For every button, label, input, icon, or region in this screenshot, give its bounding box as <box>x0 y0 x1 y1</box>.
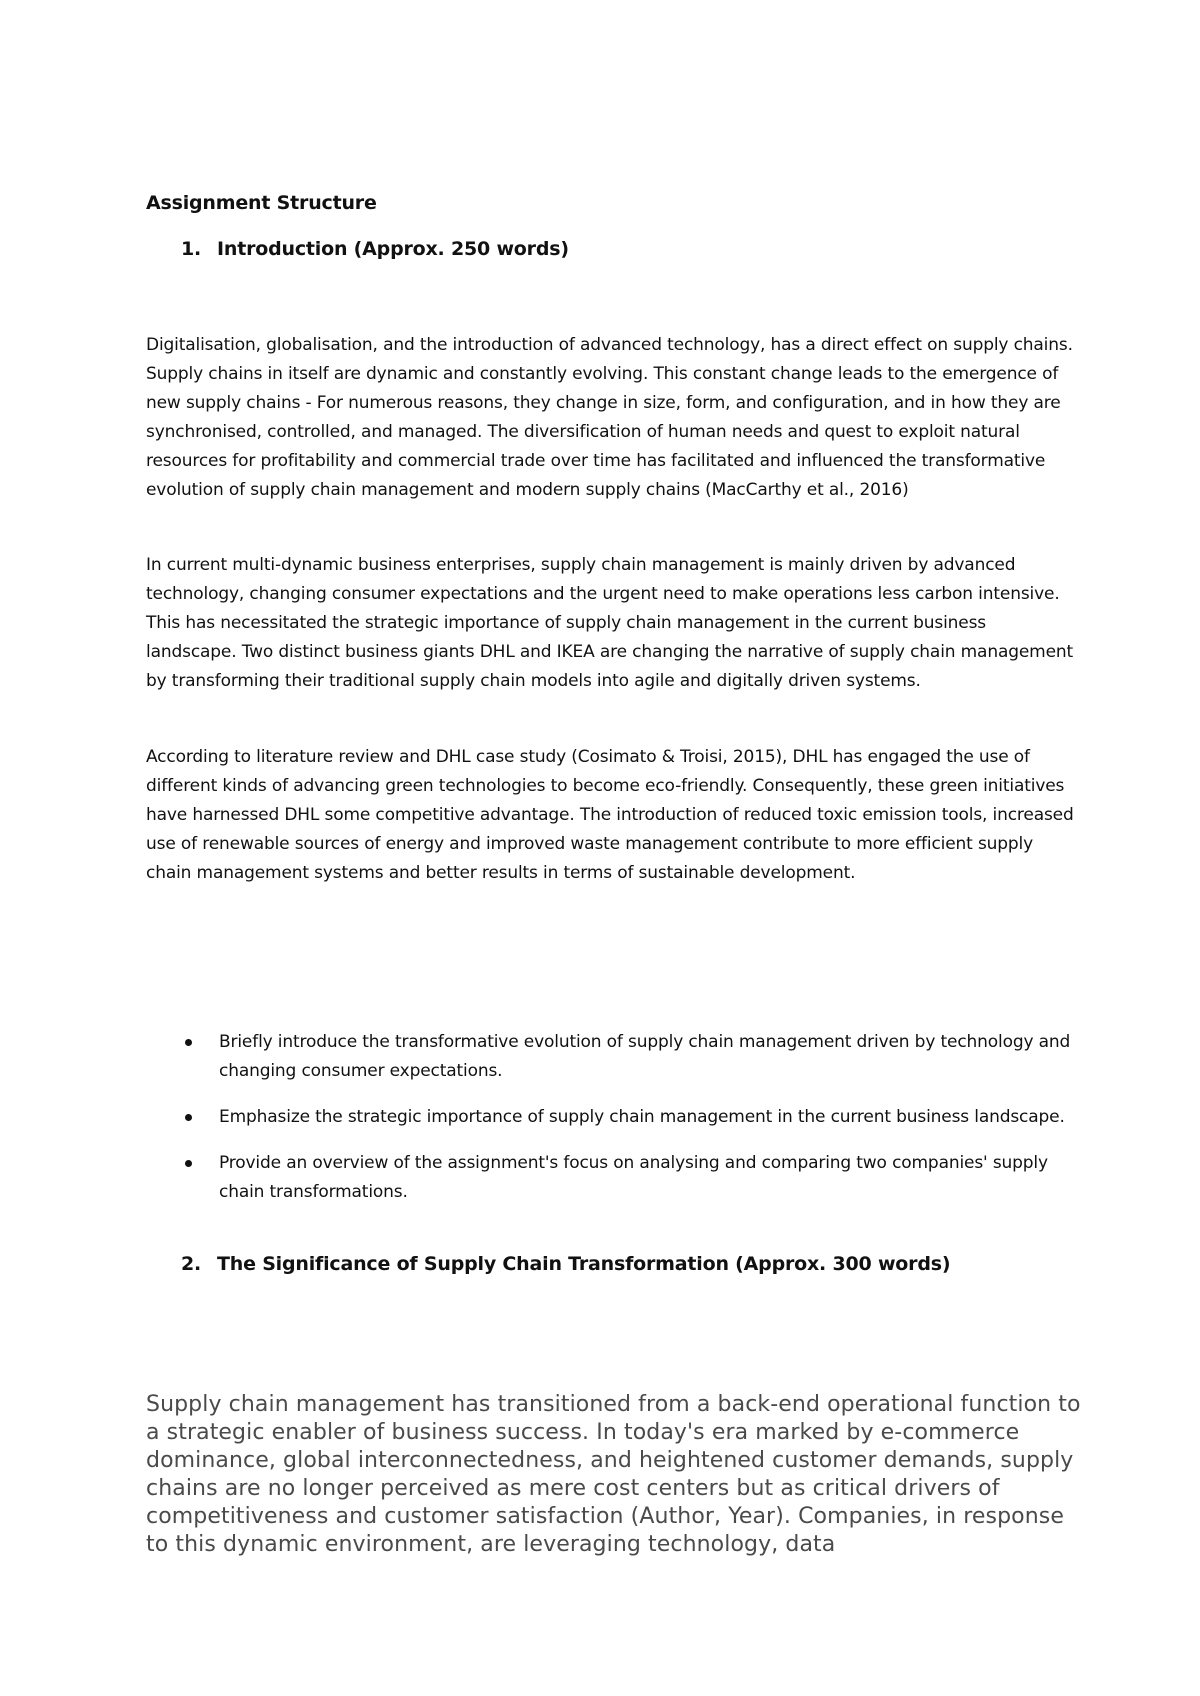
intro-paragraph-1: Digitalisation, globalisation, and the introduction of advanced technology, has a direct effect on supply chains. Supply chains in itself are dynamic and constantly evolving. This constant change leads to the emergence of new supply chains - For numerous reasons, they change in size, form, and configuration, and in how they are synchronised, controlled, and managed. The diversification of human needs and quest to exploit natural resources for profitability and commercial trade over time has facilitated and influenced the transformative evolution of supply chain management and modern supply chains (MacCarthy et al., 2016) <box>146 335 1073 500</box>
bullet-text: Emphasize the strategic importance of supply chain management in the current business landscape. <box>219 1107 1065 1127</box>
bullet-dot-icon <box>185 1114 192 1121</box>
intro-bullet-list <box>146 1028 1076 1224</box>
section-1-heading-text: Introduction (Approx. 250 words) <box>217 238 569 260</box>
section-2-heading <box>146 1253 1076 1275</box>
intro-paragraph-2: In current multi-dynamic business enterprises, supply chain management is mainly driven by advanced technology, changing consumer expectations and the urgent need to make operations less carbon intensive. This has necessitated the strategic importance of supply chain management in the current business landscape. Two distinct business giants DHL and IKEA are changing the narrative of supply chain management by transforming their traditional supply chain models into agile and digitally driven systems. <box>146 555 1074 691</box>
document-title: Assignment Structure <box>146 192 377 214</box>
section-2-number: 2. <box>181 1253 202 1275</box>
section-1-heading <box>146 238 1076 260</box>
bullet-dot-icon <box>185 1160 192 1167</box>
bullet-item <box>146 1103 1076 1132</box>
section-1-number: 1. <box>181 238 202 260</box>
bullet-item <box>146 1149 1076 1207</box>
bullet-item <box>146 1028 1076 1086</box>
bullet-dot-icon <box>185 1039 192 1046</box>
bullet-text: Briefly introduce the transformative evolution of supply chain management driven by technology and changing consumer expectations. <box>219 1032 1071 1081</box>
bullet-text: Provide an overview of the assignment's focus on analysing and comparing two companies' supply chain transformations. <box>219 1153 1048 1202</box>
section-2-paragraph: Supply chain management has transitioned from a back-end operational function to a strategic enabler of business success. In today's era marked by e-commerce dominance, global interconnectedness, and heightened customer demands, supply chains are no longer perceived as mere cost centers but as critical drivers of competitiveness and customer satisfaction (Author, Year). Companies, in response to this dynamic environment, are leveraging technology, data <box>146 1392 1081 1557</box>
section-2-heading-text: The Significance of Supply Chain Transformation (Approx. 300 words) <box>217 1253 951 1275</box>
intro-paragraph-3: According to literature review and DHL case study (Cosimato & Troisi, 2015), DHL has engaged the use of different kinds of advancing green technologies to become eco-friendly. Consequently, these green initiatives have harnessed DHL some competitive advantage. The introduction of reduced toxic emission tools, increased use of renewable sources of energy and improved waste management contribute to more efficient supply chain management systems and better results in terms of sustainable development. <box>146 747 1074 883</box>
